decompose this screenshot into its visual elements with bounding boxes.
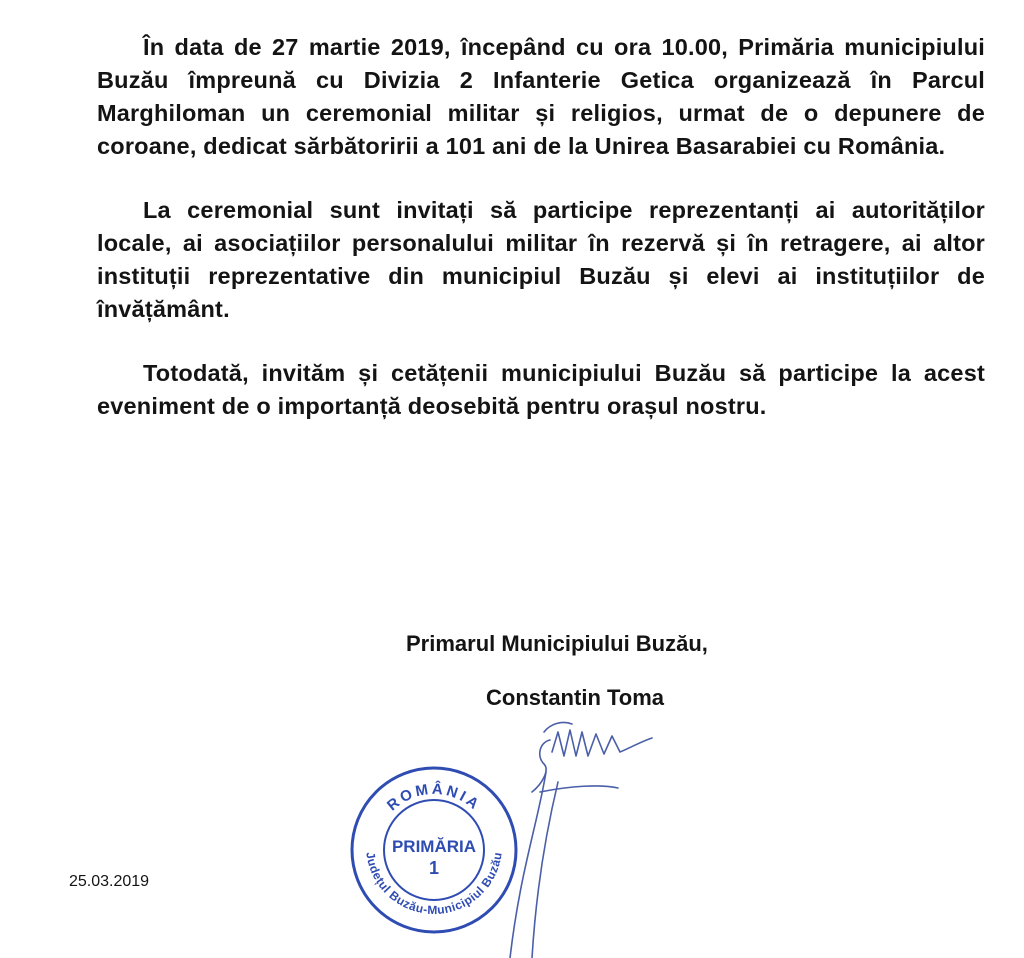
handwritten-signature — [480, 712, 670, 958]
stamp-number: 1 — [428, 858, 440, 878]
paragraph-invitees: La ceremonial sunt invitați să participe reprezentanți ai autorităților locale, ai asociațiilor personalului militar în rezervă și în retragere, ai altor instituții reprezentative din municipiul Buzău și elevi ai instituțiilor de învățământ. — [97, 197, 985, 322]
paragraph-citizens: Totodată, invităm și cetățenii municipiului Buzău să participe la acest eveniment de o importanță deosebită pentru orașul nostru. — [97, 360, 985, 419]
stamp-bottom-text: Județul Buzău-Municipiul Buzău — [363, 850, 505, 918]
svg-text:ROMÂNIA — [384, 780, 484, 815]
signer-name: Constantin Toma — [486, 685, 665, 710]
signer-title: Primarul Municipiului Buzău, — [406, 631, 708, 656]
document-body — [97, 31, 985, 423]
document-date: 25.03.2019 — [69, 873, 150, 890]
paragraph-event: În data de 27 martie 2019, începând cu ora 10.00, Primăria municipiului Buzău împreună cu Divizia 2 Infanterie Getica organizează în Parcul Marghiloman un ceremonial militar și religios, urmat de o depunere de coroane, dedicat sărbătoririi a 101 ani de la Unirea Basarabiei cu România. — [97, 34, 985, 159]
stamp-top-text: ROMÂNIA — [383, 780, 485, 815]
stamp-center-text: PRIMĂRIA — [391, 837, 477, 856]
